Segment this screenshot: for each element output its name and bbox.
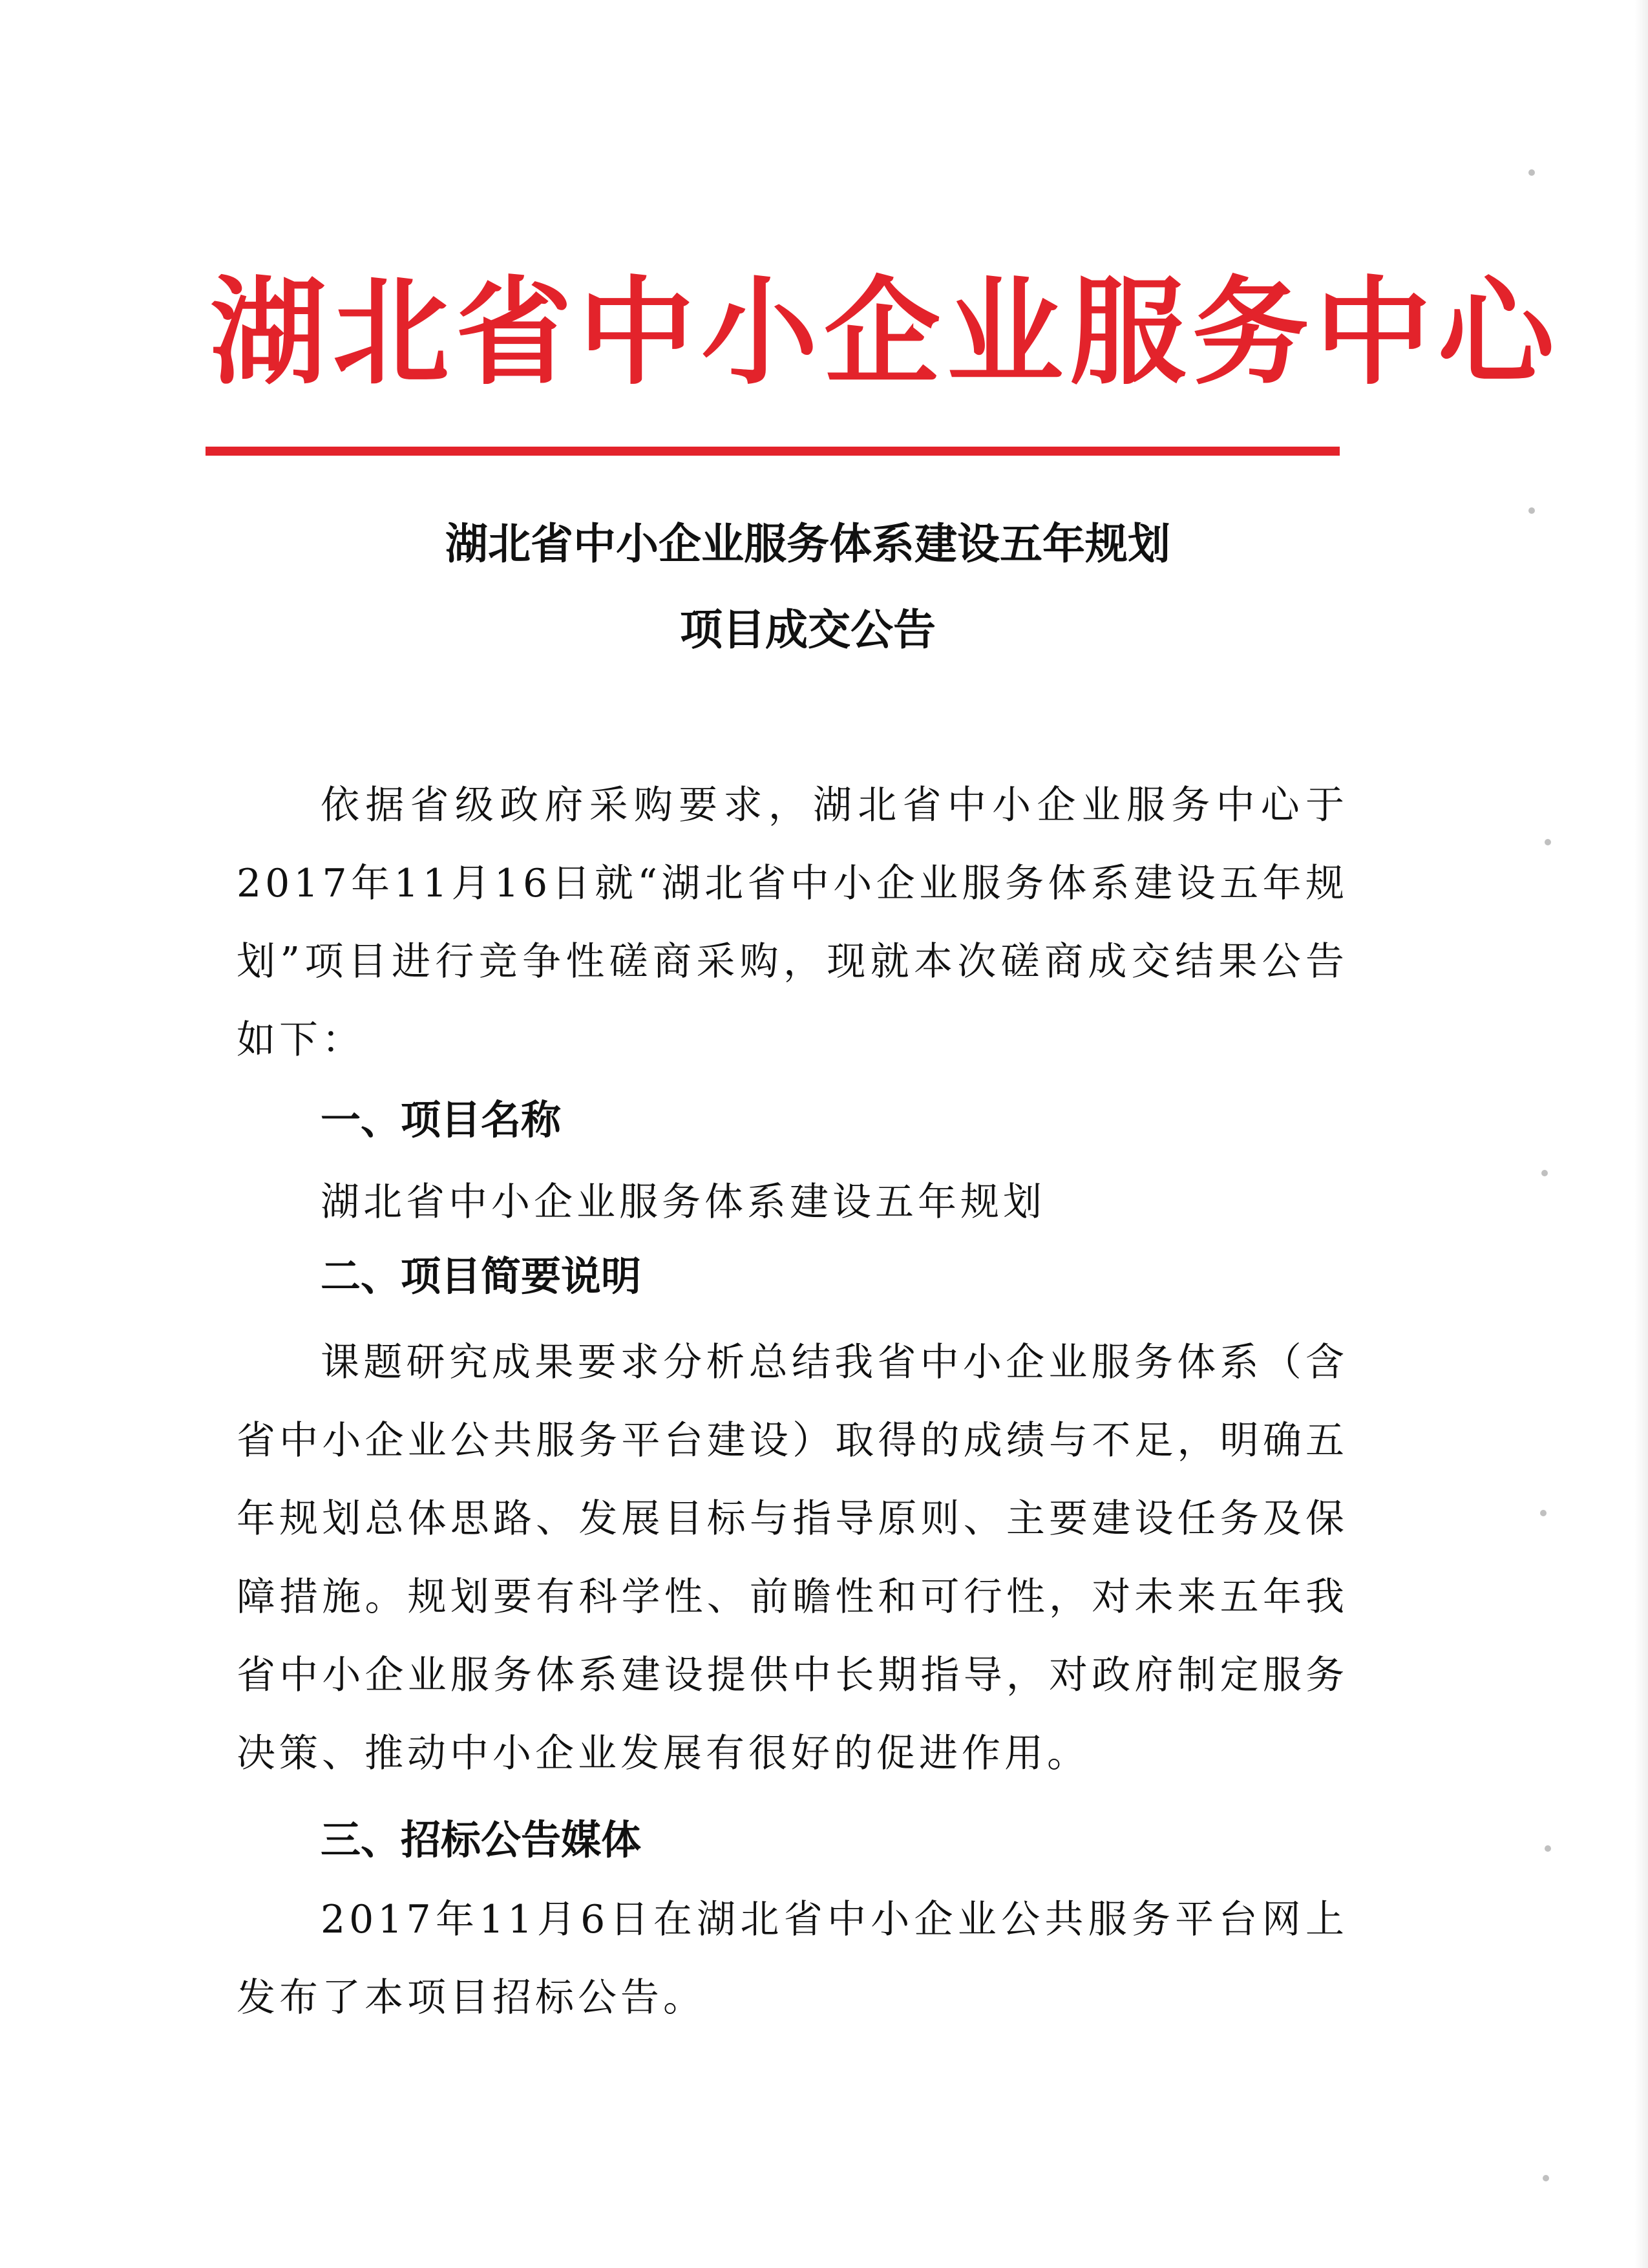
scan-speck [1540, 1510, 1547, 1516]
section2-paragraph: 课题研究成果要求分析总结我省中小企业服务体系（含省中小企业公共服务平台建设）取得的成绩与不足，明确五年规划总体思路、发展目标与指导原则、主要建设任务及保障措施。规划要有科学性、前瞻性和可行性，对未来五年我省中小企业服务体系建设提供中长期指导，对政府制定服务决策、推动中小企业发展有很好的促进作用。 [237, 1340, 1348, 1776]
scan-edge-shadow [1635, 0, 1648, 2268]
section1-text: 湖北省中小企业服务体系建设五年规划 [321, 1180, 1046, 1225]
section3-paragraph: 2017年11月6日在湖北省中小企业公共服务平台网上发布了本项目招标公告。 [237, 1897, 1348, 2020]
scan-speck [1541, 1170, 1548, 1176]
scan-speck [1545, 1845, 1551, 1852]
scan-speck [1543, 2175, 1549, 2181]
document-title-line2: 项目成交公告 [680, 605, 936, 655]
scan-speck [1545, 839, 1551, 845]
letterhead-red-rule [206, 447, 1340, 456]
section2-heading: 二、项目简要说明 [321, 1253, 642, 1300]
scan-speck [1528, 507, 1535, 514]
scan-speck [1528, 169, 1535, 176]
section3-heading: 三、招标公告媒体 [321, 1816, 642, 1863]
document-title-line1: 湖北省中小企业服务体系建设五年规划 [445, 519, 1170, 569]
letterhead-org-name: 湖北省中小企业服务中心 [210, 264, 1561, 401]
intro-paragraph: 依据省级政府采购要求，湖北省中小企业服务中心于2017年11月16日就“湖北省中小企业服务体系建设五年规划”项目进行竞争性磋商采购，现就本次磋商成交结果公告如下： [237, 783, 1348, 1063]
section1-heading: 一、项目名称 [321, 1096, 562, 1143]
